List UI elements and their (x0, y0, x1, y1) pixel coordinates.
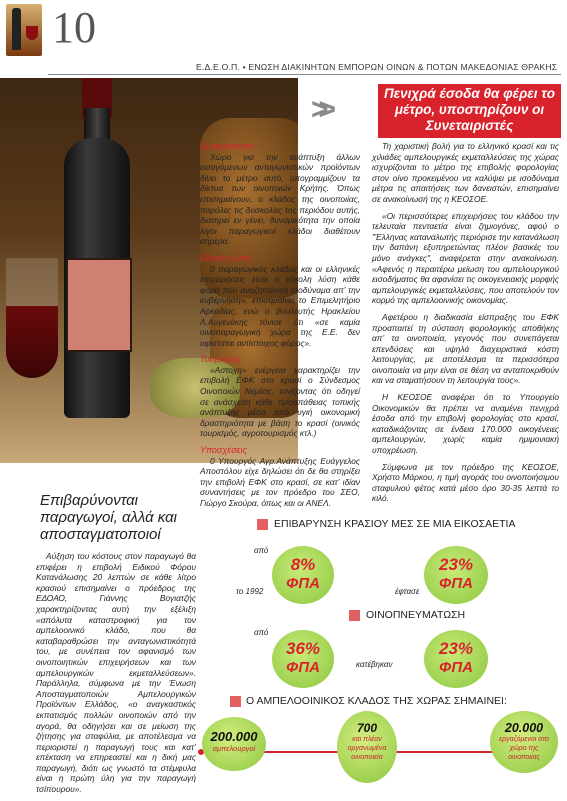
section-heading: Τουρισμός (200, 354, 242, 365)
vat-value: 36% (285, 639, 321, 658)
vat-bubble-to (424, 546, 488, 604)
from-label: από (254, 628, 269, 637)
paragraph: «Οι περισσότερες επιχειρήσεις του κλάδου την τελευταία πενταετία είναι ζημιογόνες, αφού ο "Έλληνας καταναλωτής περιόρισε την κατανάλωση την δαπάνη εξυπηρετώντας πλέον βασικές του μόνο ανάγκες", αναφέρεται στην ανακοίνωση. «Αφενός η περαιτέρω μείωση του αμπελουργικού εισοδήματος θα αφανίσει τις οικογενειακής μορφής αμπελουργικές εκμεταλλεύσεις, που αποτελούν τον κορμό της αμπελοοινικής οικονομίας. (372, 210, 559, 306)
vat-unit: ΦΠΑ (439, 659, 473, 676)
dropped-label: κατέβηκαν (356, 660, 393, 669)
section-text: «Αστοχη» ενέργεια χαρακτηρίζει την επιβολή ΕΦΚ στο κρασί ο Σύνδεσμος Οινοποιών Νεμέας, τονίζοντας ότι οδηγεί σε ανάσχεση κάθε προσπάθειας τοπικής ανάπτυξης μέσα από υγιή οικονομική δραστηριότητα με βάση το κρασί (οινικός τουρισμός, αγροτουρισμός κτλ.) (200, 364, 360, 439)
section-square-icon (257, 519, 268, 530)
section-text: 0 παραγωγικός κλάδος και οι ελληνικές επιχειρήσεις είναι η εύκολη λύση κάθε φορά που αναζητούνται ισοδύναμα απ’ την κυβέρνηση», επισημαίνει το Επιμελητήριο Αρκαδίας, ενώ ο βουλευτής Ηρακλείου Λ.Αυγενάκης τόνισε ότι «σε καμία οινοπαραγωγική χώρα της Ε.Ε. δεν υφίσταται αντίστοιχος φόρος». (200, 263, 360, 348)
stat-bubble-employees (490, 711, 558, 773)
section-heading: Υποσχέσεις (200, 445, 247, 456)
paragraph: Τη χαριστική βολή για το ελληνικό κρασί και τις χιλιάδες αμπελουργικές εκμεταλλεύσεις της χώρας ισχυρίζονται το μέτρο της επιβολής φορολογίας στον οίνο προκειμένου να καλύψει με ισοδύναμα μέτρα τις απαιτήσεις των δανειστών, επισημαίνει σε ανακοίνωσή της η ΚΕΟΣΟΕ. (372, 141, 559, 204)
stat-label: αμπελουργοί (212, 744, 256, 753)
article-title-box: Πενιχρά έσοδα θα φέρει το μέτρο, υποστηρίζουν οι Συνεταιριστές (378, 84, 561, 138)
left-article-title: Επιβαρύνονται παραγωγοί, αλλά και αποσταγματοποιοί (40, 492, 177, 543)
infographic-heading-2: ΟΙΝΟΠΝΕΥΜΑΤΩΣΗ (366, 609, 466, 621)
vat-value: 23% (438, 555, 474, 574)
vat-value: 23% (438, 639, 474, 658)
running-title: Ε.Δ.Ε.Ο.Π. • ΕΝΩΣΗ ΔΙΑΚΙΝΗΤΩΝ ΕΜΠΟΡΩΝ ΟΙΝΩΝ & ΠΟΤΩΝ ΜΑΚΕΔΟΝΙΑΣ ΘΡΑΚΗΣ (196, 62, 558, 72)
vat-value: 8% (290, 555, 316, 574)
vat-unit: ΦΠΑ (286, 659, 320, 676)
vat-bubble-from (272, 630, 334, 688)
paragraph: Η ΚΕΟΣΟΕ αναφέρει ότι το Υπουργείο Οικονομικών θα πρέπει να αναμένει πενιχρά έσοδα από την επιβολή φορολογίας στο κρασί, καταδικάζοντας σε ένδεια 170.000 οικογένειες αμπελουργών, χωρίς καμία ημιμονιακή υποχρέωση. (372, 392, 559, 456)
header-thumbnail-image (6, 4, 42, 56)
header-divider (48, 74, 561, 75)
middle-column (200, 141, 360, 515)
paragraph: Σύμφωνα με τον πρόεδρο της ΚΕΟΣΟΕ, Χρήστο Μάρκου, η τιμή αγοράς του οινοποιήσιμου σταφυλιού φέτος κατά μέσο όρο 30-35 λεπτά το κιλό. (372, 461, 559, 504)
infographic-heading-1: ΕΠΙΒΑΡΥΝΣΗ ΚΡΑΣΙΟΥ ΜΕΣ ΣΕ ΜΙΑ ΕΙΚΟΣΑΕΤΙΑ (274, 518, 516, 530)
infographic-heading-3: Ο ΑΜΠΕΛΟΟΙΝΙΚΟΣ ΚΛΑΔΟΣ ΤΗΣ ΧΩΡΑΣ ΣΗΜΑΙΝΕΙ: (246, 695, 507, 707)
vat-bubble-to (424, 630, 488, 688)
reached-label: έφτασε (395, 587, 420, 596)
stat-label: και πλέον οργανωμένα οινοποιεία (347, 736, 387, 761)
section-square-icon (230, 696, 241, 707)
from-label: από (254, 546, 269, 555)
paragraph: Αφετέρου η διαδικασία είσπραξης του ΕΦΚ προαπαιτεί τη σύσταση φορολογικής αποθήκης απ’ τα οινοποιεία, γεγονός που συνεπάγεται επενδύσεις και υψηλά διαχειριστικά κόστη λειτουργίας, με αποτέλεσμα τα περισσότερα οινοποιεία να μην είναι σε θέση να ανταποκριθούν και να σταματήσουν τη λειτουργία τους». (372, 311, 559, 386)
section-heading: Δυναμικότητα (200, 141, 254, 151)
vat-bubble-from (272, 546, 334, 604)
year-label: το 1992 (236, 587, 264, 596)
vat-unit: ΦΠΑ (439, 575, 473, 592)
double-arrow-icon: >> (311, 93, 327, 126)
page-number: 10 (52, 3, 96, 52)
section-text: 0 Υπουργός Αγρ.Ανάπτυξης Ευάγγελος Αποστόλου είχε δηλώσει ότι δε θα στηρίξει την επιβολή ΕΦΚ στο κρασί, σε κατ’ ιδίαν συναντήσεις με τον πρόεδρο του ΣΕΟ, Γιώργο Σκούρα, όπως και οι ΑΝΕΛ. (200, 455, 360, 508)
paragraph: Αύξηση του κόστους στον παραγωγό θα επιφέρει η επιβολή Ειδικού Φόρου Κατανάλωσης 20 λεπτών σε κάθε λίτρο κρασιού επισημαίνει ο πρόεδρος της ΕΔΟΑΟ, Γιάννης Βογιατζής χαρακτηρίζοντας αυτή την εξέλιξη «απόλυτα καταστροφική για τον αμπελοοινικό κλάδο, που θα καταβαραθρώσει την ανταγωνιστικότητά του, με συνέπεια τον αφανισμό των οινοποιητικών επιχειρήσεων και των αμπελουργικών εκμεταλλεύσεων». Παράλληλα, σύμφωνα με την Ένωση Αποσταγματοποιών Αμπελουργικών Προϊόντων Ελλάδος, «ο αναγκαστικός εκπατισμός πολλών οινοποιών από την αγορά, θα οδηγήσει και σε μείωση της ζήτησης για σταφύλια, με αποτέλεσμα να περιοριστεί η παραγωγή τους και κατ’ επέκταση να επηρεαστεί και η δική μας παραγωγή, διότι ως γνωστό τα στέμφυλα είναι η πρώτη ύλη για την παραγωγή τσίπουρου». (36, 551, 196, 795)
section-square-icon (349, 610, 360, 621)
stat-value: 700 (356, 721, 378, 735)
right-column (372, 141, 559, 510)
left-article-body (36, 551, 196, 801)
stat-value: 200.000 (210, 729, 258, 744)
section-heading: Εύκολη λύση (200, 252, 252, 263)
section-text: Χώρο για την ανάπτυξη άλλων εισαγόμενων ανταγωνιστικών προϊόντων δίνει το μέτρο αυτό, υπογραμμίζουν τα δίκτυα των οινοποιών Κρήτης. Όπως επισημαίνουν, ο κλάδος της οινοποιίας, παρόλες τις δυσκολίες της περιόδου αυτής, διατηρεί εν γένει, δυναμικότητα την οποία λίγοι παραγωγικοί κλάδοι διαθέτουν σήμερα. (200, 151, 360, 247)
stat-bubble-wineries (337, 711, 397, 783)
stat-value: 20.000 (504, 721, 544, 735)
vat-unit: ΦΠΑ (286, 575, 320, 592)
stat-label: εργαζόμενοι στο χώρο της οινοποιίας (499, 736, 549, 761)
stat-bubble-growers (202, 717, 266, 771)
